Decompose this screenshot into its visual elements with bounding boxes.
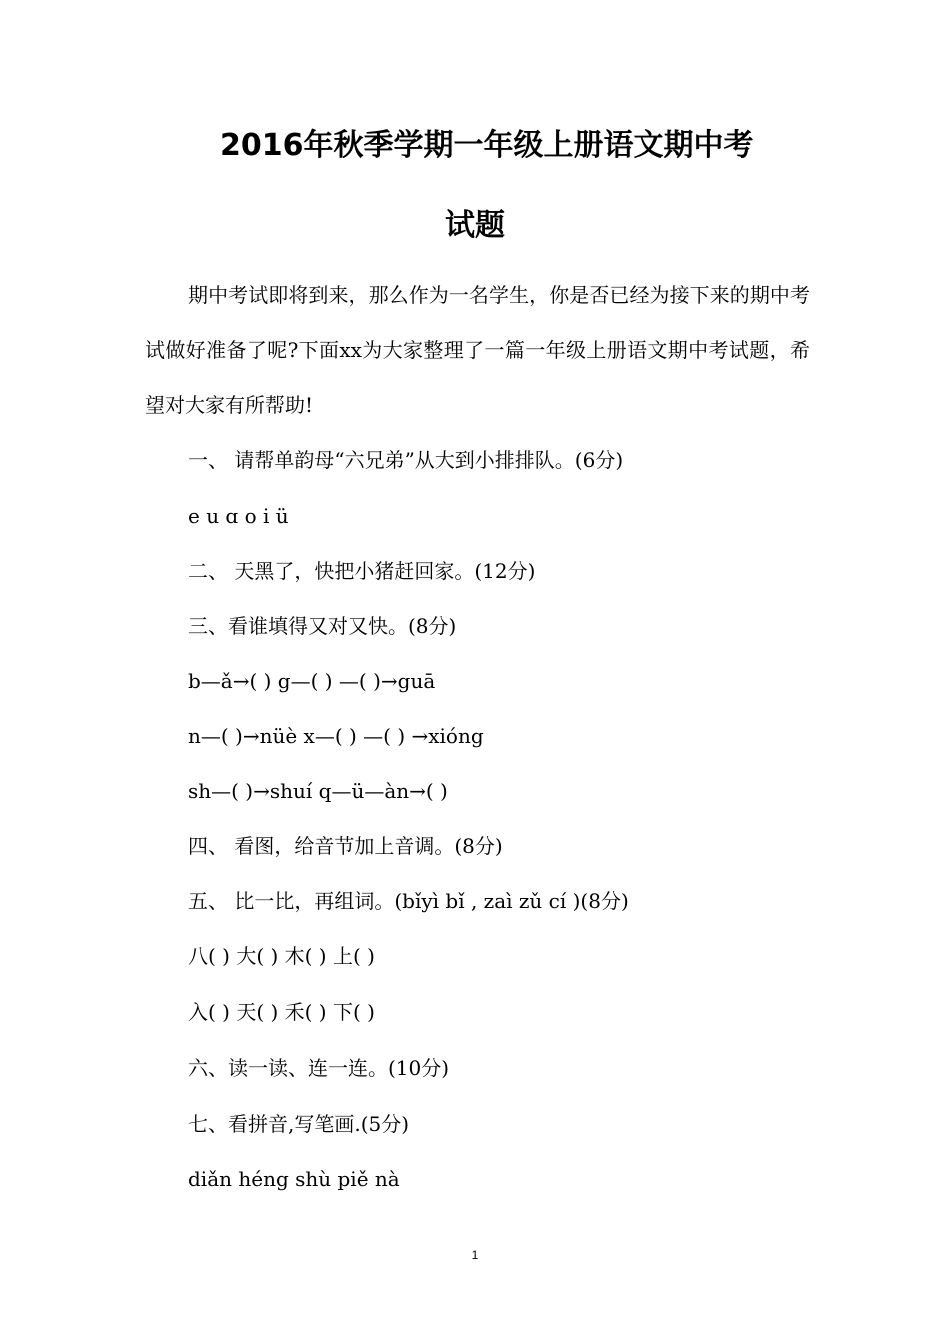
question-6-heading: 六、读一读、连一连。(10分)	[188, 1056, 450, 1080]
document-title-line-2: 试题	[445, 208, 505, 243]
question-2-heading: 二、 天黑了，快把小猪赶回家。(12分)	[188, 559, 536, 583]
question-3-row-2: n—( )→nüè x—( ) —( ) →xióng	[188, 724, 484, 748]
question-5-row-2: 入( ) 天( ) 禾( ) 下( )	[188, 1000, 375, 1024]
question-3-row-1: b—ǎ→( ) g—( ) —( )→guā	[188, 669, 436, 693]
question-4-heading: 四、 看图，给音节加上音调。(8分)	[188, 834, 503, 858]
question-5-row-1: 八( ) 大( ) 木( ) 上( )	[188, 944, 375, 968]
question-1-heading: 一、 请帮单韵母“六兄弟”从大到小排排队。(6分)	[188, 448, 624, 472]
question-7-heading: 七、看拼音,写笔画.(5分)	[188, 1112, 410, 1136]
question-7-strokes: diǎn héng shù piě nà	[188, 1167, 400, 1191]
question-3-row-3: sh—( )→shuí q—ü—àn→( )	[188, 779, 448, 803]
intro-paragraph: 期中考试即将到来，那么作为一名学生，你是否已经为接下来的期中考试做好准备了呢?下面xx为大家整理了一篇一年级上册语文期中考试题，希望对大家有所帮助!	[145, 283, 810, 417]
page-number: 1	[471, 1248, 479, 1262]
question-3-heading: 三、看谁填得又对又快。(8分)	[188, 614, 457, 638]
question-5-heading: 五、 比一比，再组词。(bǐyì bǐ , zaì zǔ cí )(8分)	[188, 889, 629, 913]
document-title-line-1: 2016年秋季学期一年级上册语文期中考	[220, 128, 754, 163]
question-1-vowels: e u ɑ o i ü	[188, 504, 289, 528]
